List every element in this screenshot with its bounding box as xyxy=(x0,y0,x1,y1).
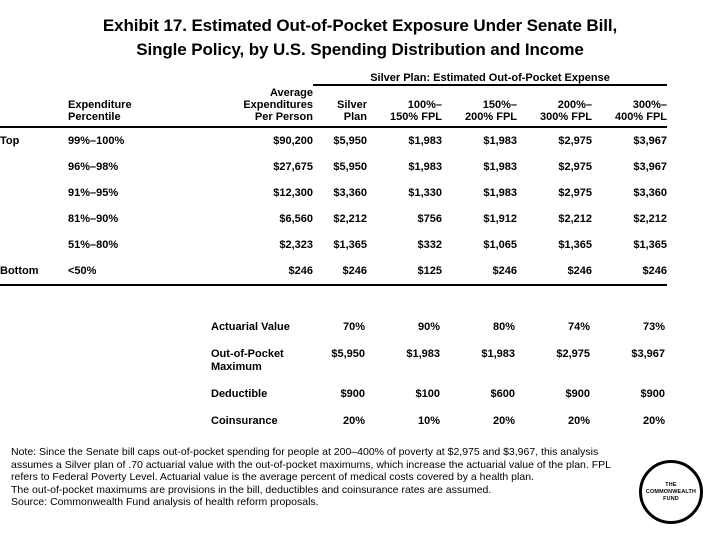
summary-label-line-2: Maximum xyxy=(211,361,262,373)
header-fpl4-l2: 400% FPL xyxy=(615,111,667,123)
page-title-line-1: Exhibit 17. Estimated Out-of-Pocket Exposure Under Senate Bill, xyxy=(102,16,618,35)
row-average: $27,675 xyxy=(273,161,313,173)
span-header-gap xyxy=(160,72,313,85)
header-fpl4-l1: 300%– xyxy=(632,99,667,111)
row-silver: $5,950 xyxy=(333,161,367,173)
summary-silver: 70% xyxy=(342,321,365,333)
table-row xyxy=(0,258,667,284)
header-fpl-100-150 xyxy=(367,85,442,127)
footnote-source: Source: Commonwealth Fund analysis of health reform proposals. xyxy=(11,496,319,509)
summary-silver: $900 xyxy=(340,388,365,400)
summary-fpl-100-150: 10% xyxy=(417,415,440,427)
row-fpl-100-150: $1,983 xyxy=(408,135,442,147)
row-average: $246 xyxy=(288,265,313,277)
row-fpl-150-200: $1,065 xyxy=(483,239,517,251)
logo-line-3: FUND xyxy=(663,495,679,502)
row-fpl-200-300: $2,975 xyxy=(558,187,592,199)
row-average: $90,200 xyxy=(273,135,313,147)
header-fpl1-l1: 100%– xyxy=(407,99,442,111)
summary-fpl-200-300: $2,975 xyxy=(556,348,590,360)
header-fpl3-l1: 200%– xyxy=(557,99,592,111)
row-fpl-200-300: $2,975 xyxy=(558,135,592,147)
row-average: $6,560 xyxy=(279,213,313,225)
summary-row-actuarial-value xyxy=(0,314,665,341)
header-expenditure-percentile-l2: Percentile xyxy=(68,111,121,123)
table-row xyxy=(0,154,667,180)
plan-parameters-block xyxy=(0,314,720,435)
row-fpl-300-400: $3,360 xyxy=(633,187,667,199)
header-average-l1: Average xyxy=(269,87,313,99)
row-fpl-150-200: $1,983 xyxy=(483,187,517,199)
summary-label: Deductible xyxy=(211,388,268,400)
header-fpl-200-300 xyxy=(517,85,592,127)
row-silver: $5,950 xyxy=(333,135,367,147)
row-side-label xyxy=(0,232,68,258)
row-average: $12,300 xyxy=(273,187,313,199)
header-expenditure-percentile xyxy=(68,85,160,127)
header-fpl2-l2: 200% FPL xyxy=(465,111,517,123)
header-average-l2: Expenditures xyxy=(243,99,313,111)
row-fpl-300-400: $1,365 xyxy=(633,239,667,251)
row-side-label xyxy=(0,180,68,206)
row-fpl-100-150: $1,330 xyxy=(408,187,442,199)
table-bottom-rule xyxy=(0,284,667,285)
page-title-line-2: Single Policy, by U.S. Spending Distribution and Income xyxy=(136,40,584,59)
row-percentile: 99%–100% xyxy=(68,135,125,147)
exhibit-table xyxy=(0,72,667,286)
summary-label xyxy=(211,341,313,381)
summary-fpl-200-300: $900 xyxy=(565,388,590,400)
table-row xyxy=(0,206,667,232)
span-header-silver-plan: Silver Plan: Estimated Out-of-Pocket Expense xyxy=(313,72,667,85)
commonwealth-fund-logo xyxy=(639,460,703,524)
header-average-expenditures xyxy=(160,85,313,127)
header-silver-plan xyxy=(313,85,367,127)
row-average: $2,323 xyxy=(279,239,313,251)
page-title xyxy=(0,14,720,62)
table-row xyxy=(0,180,667,206)
span-header-spacer xyxy=(0,72,160,85)
summary-label: Actuarial Value xyxy=(211,321,290,333)
row-fpl-300-400: $3,967 xyxy=(633,161,667,173)
row-side-label: Bottom xyxy=(0,265,39,277)
summary-silver: 20% xyxy=(342,415,365,427)
row-fpl-150-200: $1,983 xyxy=(483,135,517,147)
row-fpl-150-200: $246 xyxy=(492,265,517,277)
row-side-label xyxy=(0,206,68,232)
row-percentile: 91%–95% xyxy=(68,187,119,199)
row-percentile: <50% xyxy=(68,265,97,277)
summary-fpl-150-200: $600 xyxy=(490,388,515,400)
header-average-l3: Per Person xyxy=(254,111,313,123)
row-side-label xyxy=(0,154,68,180)
row-silver: $2,212 xyxy=(333,213,367,225)
summary-spacer xyxy=(0,381,211,408)
row-fpl-300-400: $2,212 xyxy=(633,213,667,225)
logo-line-2: COMMONWEALTH xyxy=(645,488,697,495)
row-silver: $1,365 xyxy=(333,239,367,251)
summary-fpl-200-300: 74% xyxy=(567,321,590,333)
summary-fpl-100-150: $100 xyxy=(415,388,440,400)
row-fpl-200-300: $246 xyxy=(567,265,592,277)
span-header-row xyxy=(0,72,667,85)
footnote-note: Note: Since the Senate bill caps out-of-pocket spending for people at 200–400% of poverty at $2,975 and $3,967, this analysis assumes a Silver plan of .70 actuarial value with the out-of-pocket maximums, which increase the actuarial value of the plan. FPL refers to Federal Poverty Level. Actuarial value is the average percent of medical costs covered by a health plan. xyxy=(11,446,611,484)
header-fpl-150-200 xyxy=(442,85,517,127)
summary-spacer xyxy=(0,314,211,341)
summary-label: Coinsurance xyxy=(211,415,278,427)
summary-spacer xyxy=(0,408,211,435)
header-silver-l2: Plan xyxy=(343,111,367,123)
header-fpl-300-400 xyxy=(592,85,667,127)
summary-silver: $5,950 xyxy=(331,348,365,360)
header-fpl1-l2: 150% FPL xyxy=(390,111,442,123)
header-silver-l1: Silver xyxy=(337,99,367,111)
header-side xyxy=(0,85,68,127)
footnote-block xyxy=(11,446,631,509)
summary-label-line-1: Out-of-Pocket xyxy=(211,348,284,360)
row-fpl-150-200: $1,983 xyxy=(483,161,517,173)
row-silver: $246 xyxy=(342,265,367,277)
summary-fpl-300-400: $3,967 xyxy=(631,348,665,360)
table-bottom-rule-cell xyxy=(0,284,667,285)
summary-fpl-300-400: 73% xyxy=(642,321,665,333)
plan-parameters-table xyxy=(0,314,665,435)
summary-row-deductible xyxy=(0,381,665,408)
row-fpl-100-150: $756 xyxy=(417,213,442,225)
row-fpl-300-400: $3,967 xyxy=(633,135,667,147)
summary-fpl-150-200: 80% xyxy=(492,321,515,333)
header-expenditure-percentile-l1: Expenditure xyxy=(68,99,132,111)
header-fpl2-l1: 150%– xyxy=(482,99,517,111)
summary-spacer xyxy=(0,341,211,381)
row-fpl-150-200: $1,912 xyxy=(483,213,517,225)
row-fpl-100-150: $332 xyxy=(417,239,442,251)
column-header-row xyxy=(0,85,667,127)
logo-line-1: THE xyxy=(665,481,677,488)
row-percentile: 51%–80% xyxy=(68,239,119,251)
summary-row-coinsurance xyxy=(0,408,665,435)
row-fpl-100-150: $125 xyxy=(417,265,442,277)
row-percentile: 81%–90% xyxy=(68,213,119,225)
row-fpl-200-300: $2,975 xyxy=(558,161,592,173)
summary-fpl-100-150: $1,983 xyxy=(406,348,440,360)
summary-fpl-200-300: 20% xyxy=(567,415,590,427)
row-fpl-200-300: $1,365 xyxy=(558,239,592,251)
table-row xyxy=(0,232,667,258)
header-fpl3-l2: 300% FPL xyxy=(540,111,592,123)
row-percentile: 96%–98% xyxy=(68,161,119,173)
summary-fpl-300-400: 20% xyxy=(642,415,665,427)
row-fpl-100-150: $1,983 xyxy=(408,161,442,173)
row-fpl-300-400: $246 xyxy=(642,265,667,277)
row-fpl-200-300: $2,212 xyxy=(558,213,592,225)
summary-fpl-150-200: $1,983 xyxy=(481,348,515,360)
table-row xyxy=(0,128,667,154)
row-side-label: Top xyxy=(0,135,20,147)
exhibit-table-zone xyxy=(0,72,720,286)
footnote-assumptions: The out-of-pocket maximums are provisions in the bill, deductibles and coinsurance rates are assumed. xyxy=(11,483,492,496)
summary-fpl-150-200: 20% xyxy=(492,415,515,427)
summary-fpl-300-400: $900 xyxy=(640,388,665,400)
row-silver: $3,360 xyxy=(333,187,367,199)
summary-fpl-100-150: 90% xyxy=(417,321,440,333)
summary-row-out-of-pocket-maximum xyxy=(0,341,665,381)
